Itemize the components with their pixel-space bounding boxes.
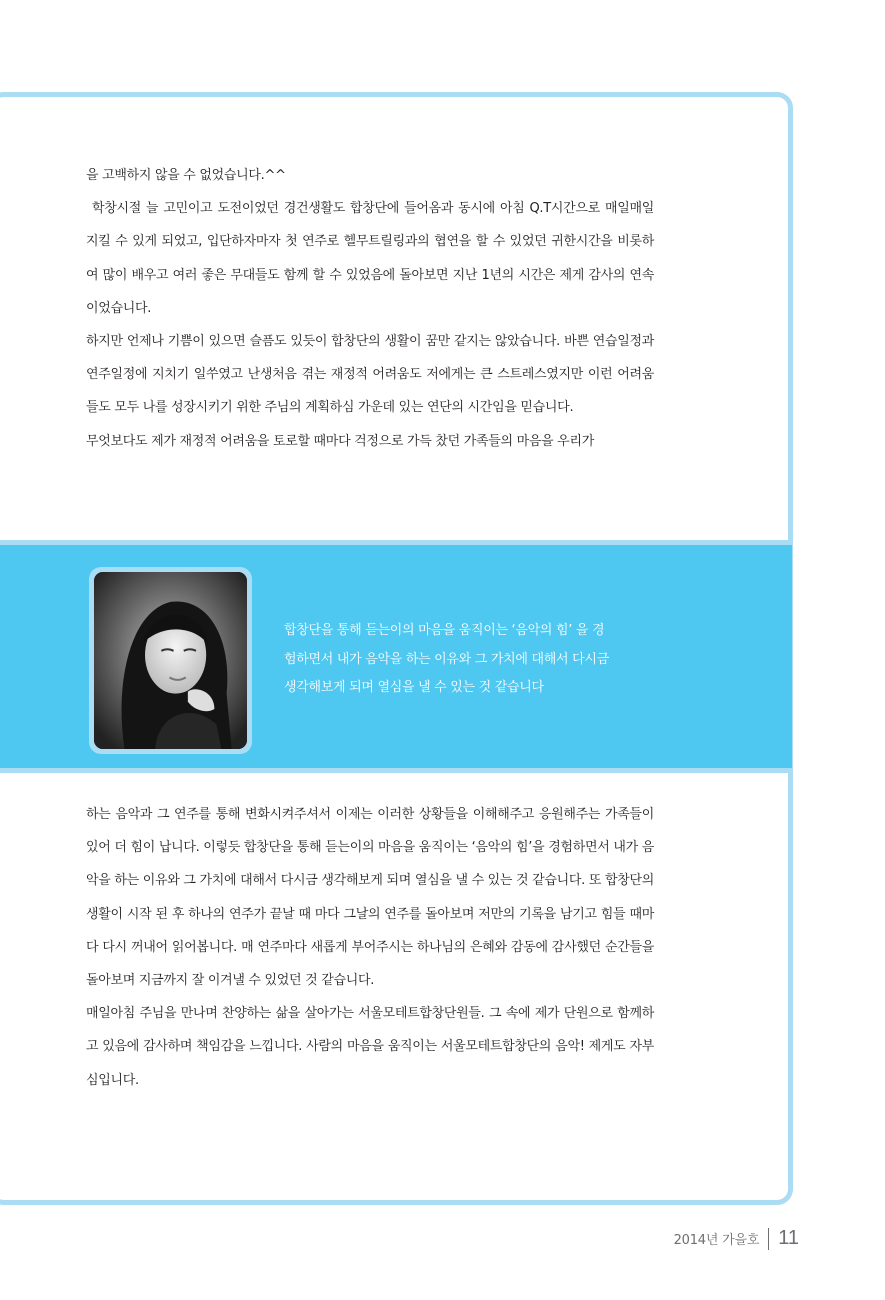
paragraph: 무엇보다도 제가 재정적 어려움을 토로할 때마다 걱정으로 가득 찼던 가족들의 마음을 우리가 xyxy=(86,433,594,449)
page-number: 11 xyxy=(778,1227,799,1249)
footer-divider xyxy=(768,1228,769,1250)
article-text-top xyxy=(86,159,654,458)
paragraph: 하지만 언제나 기쁨이 있으면 슬픔도 있듯이 합창단의 생활이 꿈만 같지는 않았습니다. 바쁜 연습일정과 연주일정에 지치기 일쑤였고 난생처음 겪는 재정적 어려움도 저에게는 큰 스트레스였지만 이런 어려움들도 모두 나를 성장시키기 위한 주님의 계획하심 가운데 있는 연단의 시간임을 믿습니다. xyxy=(86,334,654,416)
page-footer xyxy=(674,1227,799,1250)
paragraph: 매일아침 주님을 만나며 찬양하는 삶을 살아가는 서울모테트합창단원들. 그 속에 제가 단원으로 함께하고 있음에 감사하며 책임감을 느낍니다. 사람의 마음을 움직이는 서울모테트합창단의 음악! 제게도 자부심입니다. xyxy=(86,1006,654,1088)
pull-quote-line: 생각해보게 되며 열심을 낼 수 있는 것 같습니다 xyxy=(284,680,544,695)
paragraph: 학창시절 늘 고민이고 도전이었던 경건생활도 합창단에 들어옴과 동시에 아침 Q.T시간으로 매일매일 지킬 수 있게 되었고, 입단하자마자 첫 연주로 헬무트릴링과의 협연을 할 수 있었던 귀한시간을 비롯하여 많이 배우고 여러 좋은 무대들도 함께 할 수 있었음에 돌아보면 지난 1년의 시간은 제게 감사의 연속이었습니다. xyxy=(86,201,654,316)
portrait-image xyxy=(94,572,247,749)
paragraph: 하는 음악과 그 연주를 통해 변화시켜주셔서 이제는 이러한 상황들을 이해해주고 응원해주는 가족들이 있어 더 힘이 납니다. 이렇듯 합창단을 통해 듣는이의 마음을 움직이는 ‘음악의 힘’을 경험하면서 내가 음악을 하는 이유와 그 가치에 대해서 다시금 생각해보게 되며 열심을 낼 수 있는 것 같습니다. 또 합창단의 생활이 시작 된 후 하나의 연주가 끝날 때 마다 그날의 연주를 돌아보며 저만의 기록을 남기고 힘들 때마다 다시 꺼내어 읽어봅니다. 매 연주마다 새롭게 부어주시는 하나님의 은혜와 감동에 감사했던 순간들을 돌아보며 지금까지 잘 이겨낼 수 있었던 것 같습니다. xyxy=(86,807,654,989)
pull-quote-band xyxy=(0,540,792,773)
paragraph: 을 고백하지 않을 수 없었습니다.^^ xyxy=(86,168,286,183)
pull-quote-line: 합창단을 통해 듣는이의 마음을 움직이는 ‘음악의 힘’ 을 경 xyxy=(284,623,605,638)
article-text-bottom xyxy=(86,798,654,1097)
portrait-photo-frame xyxy=(89,567,252,754)
portrait-photo xyxy=(94,572,247,749)
pull-quote xyxy=(284,617,656,703)
pull-quote-line: 험하면서 내가 음악을 하는 이유와 그 가치에 대해서 다시금 xyxy=(284,651,609,667)
issue-label: 2014년 가을호 xyxy=(673,1233,760,1248)
